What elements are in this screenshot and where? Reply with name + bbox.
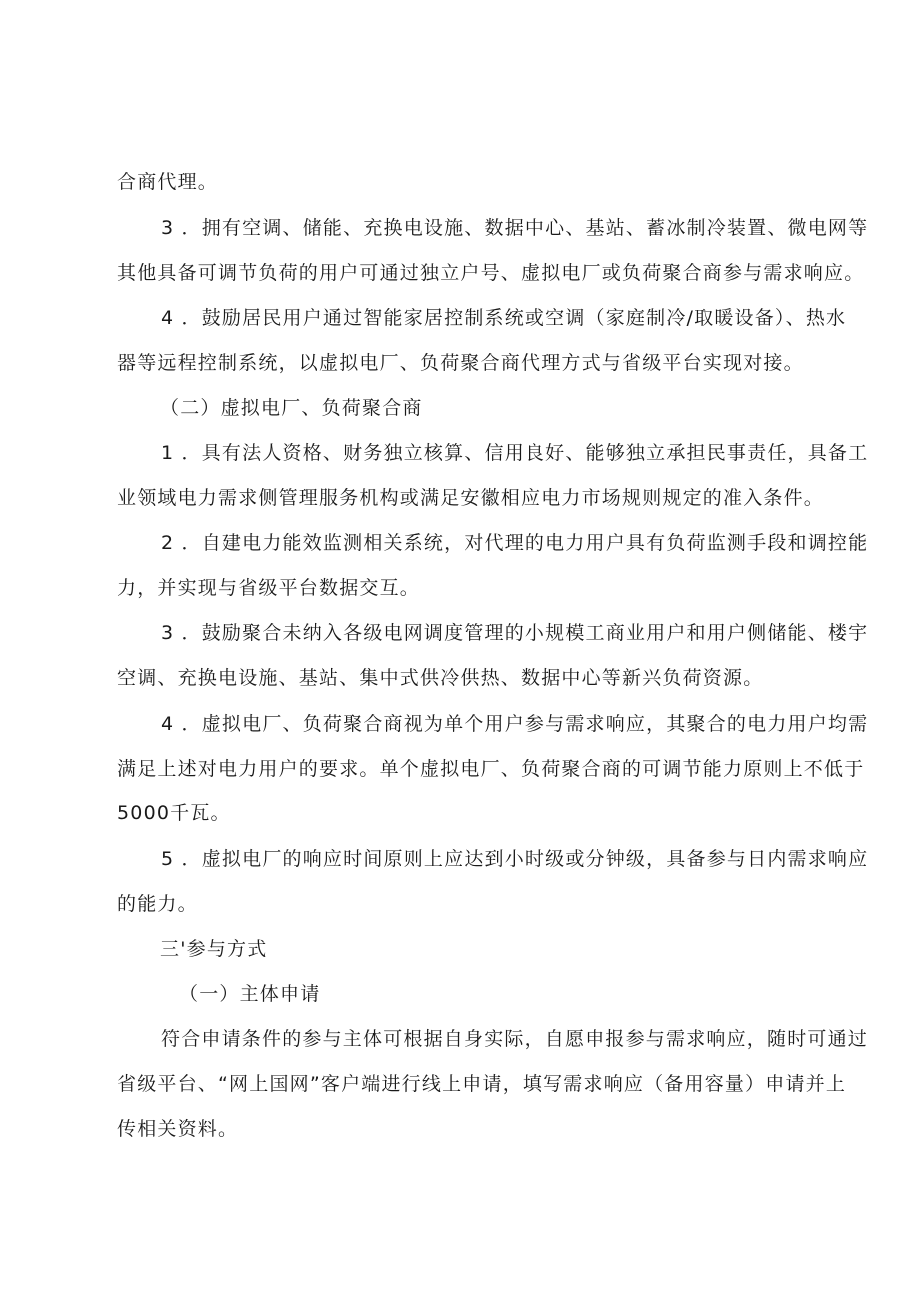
paragraph-line-2: 省级平台、“网上国网”客户端进行线上申请，填写需求响应（备用容量）申请并上	[117, 1073, 847, 1095]
list-item-5-line-1: 5 ．虚拟电厂的响应时间原则上应达到小时级或分钟级，具备参与日内需求响应	[161, 848, 869, 870]
list-item-3b-line-2: 空调、充换电设施、基站、集中式供冷供热、数据中心等新兴负荷资源。	[117, 667, 764, 689]
list-item-4b-line-2: 满足上述对电力用户的要求。单个虚拟电厂、负荷聚合商的可调节能力原则上不低于	[117, 758, 865, 780]
list-item-3-line-2: 其他具备可调节负荷的用户可通过独立户号、虚拟电厂或负荷聚合商参与需求响应。	[117, 262, 865, 284]
list-item-4b-line-1: 4 ．虚拟电厂、负荷聚合商视为单个用户参与需求响应，其聚合的电力用户均需	[161, 713, 869, 735]
list-item-3b-line-1: 3 ．鼓励聚合未纳入各级电网调度管理的小规模工商业用户和用户侧储能、楼宇	[161, 622, 869, 644]
list-item-4-line-1: 4 ．鼓励居民用户通过智能家居控制系统或空调（家庭制冷/取暖设备）、热水	[161, 307, 847, 329]
section-heading-3: 三'参与方式	[160, 938, 268, 960]
list-item-5-line-2: 的能力。	[117, 893, 198, 915]
list-item-1-line-1: 1 ．具有法人资格、财务独立核算、信用良好、能够独立承担民事责任，具备工	[161, 442, 869, 464]
list-item-4-line-2: 器等远程控制系统，以虚拟电厂、负荷聚合商代理方式与省级平台实现对接。	[117, 352, 804, 374]
list-item-4b-line-3: 5000千瓦。	[117, 802, 231, 824]
text-line: 合商代理。	[117, 171, 219, 193]
list-item-3-line-1: 3 ．拥有空调、储能、充换电设施、数据中心、基站、蓄冰制冷装置、微电网等	[161, 217, 869, 239]
subsection-heading-1: （一）主体申请	[179, 983, 321, 1005]
paragraph-line-1: 符合申请条件的参与主体可根据自身实际，自愿申报参与需求响应，随时可通过	[161, 1028, 869, 1050]
list-item-1-line-2: 业领域电力需求侧管理服务机构或满足安徽相应电力市场规则规定的准入条件。	[117, 487, 825, 509]
list-item-2-line-2: 力，并实现与省级平台数据交互。	[117, 577, 421, 599]
section-heading-2: （二）虚拟电厂、负荷聚合商	[160, 397, 423, 419]
list-item-2-line-1: 2 ．自建电力能效监测相关系统，对代理的电力用户具有负荷监测手段和调控能	[161, 532, 869, 554]
paragraph-line-3: 传相关资料。	[117, 1118, 239, 1140]
